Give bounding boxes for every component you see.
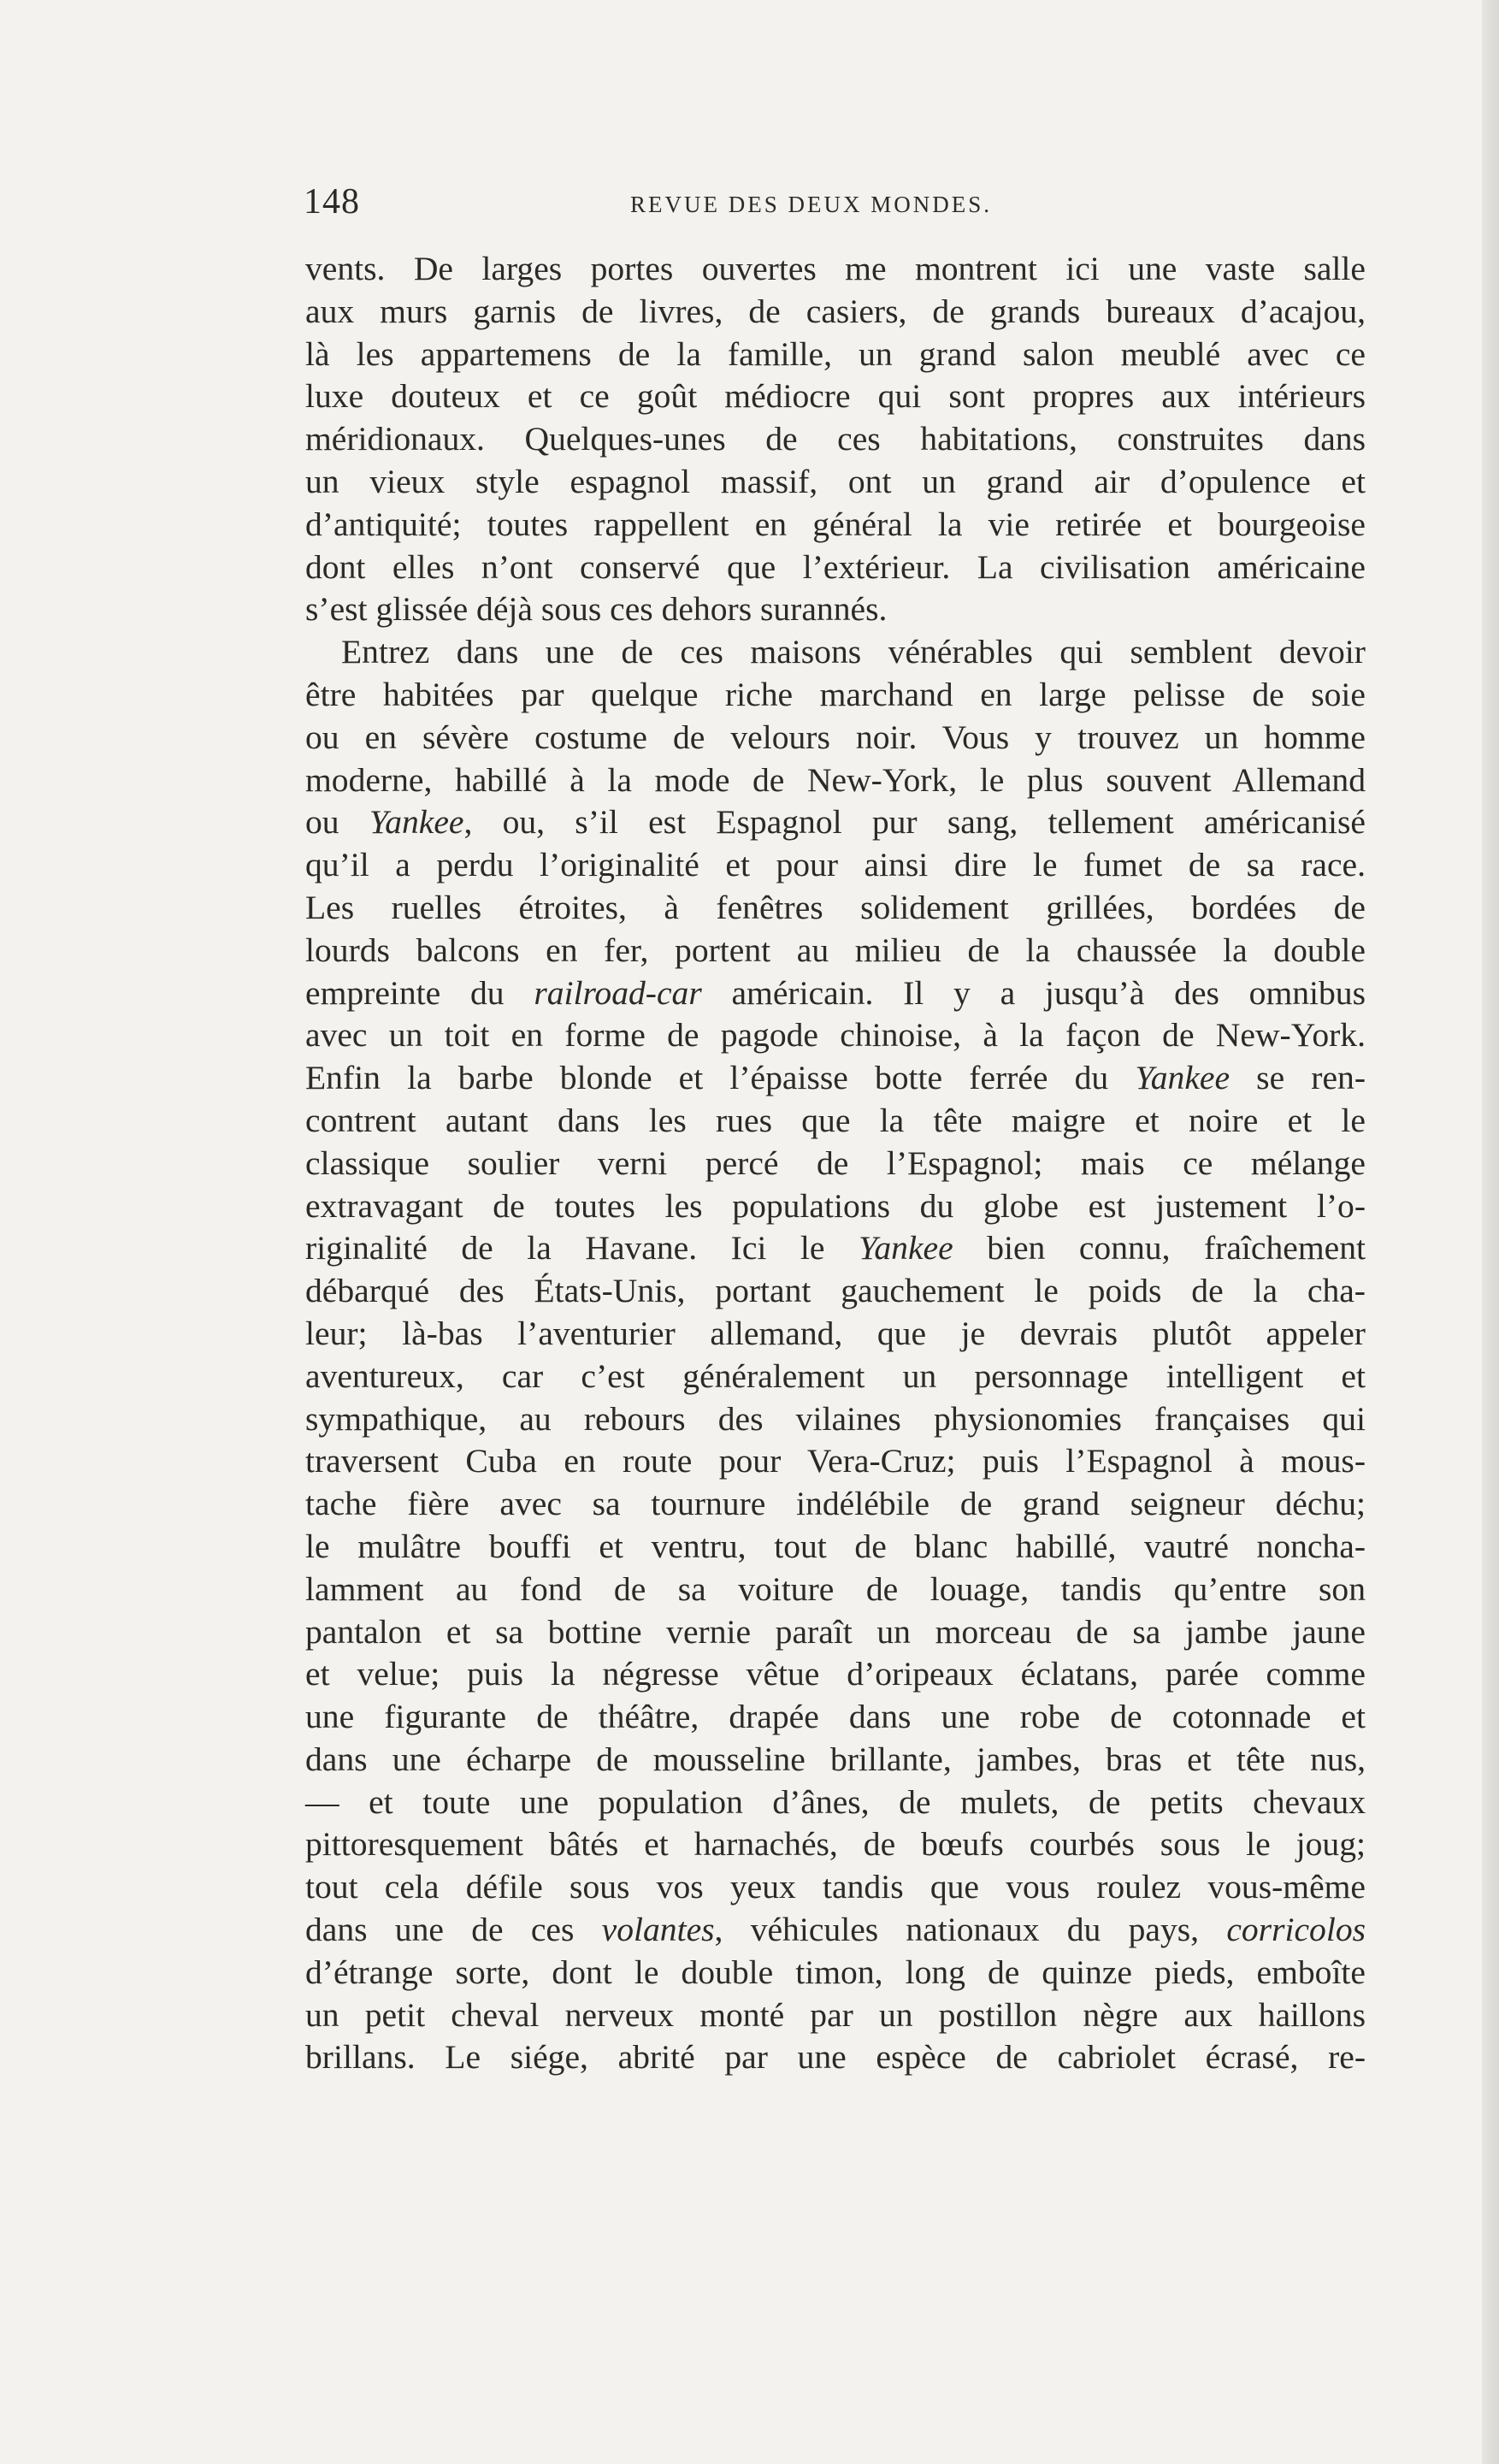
- running-head: REVUE DES DEUX MONDES.: [630, 192, 992, 217]
- text-line: dans une écharpe de mousseline brillante, jambes, bras et tête nus,: [305, 1740, 1366, 1778]
- text-line: dont elles n’ont conservé que l’extérieur. La civilisation américaine: [305, 547, 1366, 586]
- text-line: classique soulier verni percé de l’Espagnol; mais ce mélange: [305, 1143, 1366, 1182]
- text-line: pantalon et sa bottine vernie paraît un morceau de sa jambe jaune: [305, 1612, 1366, 1651]
- text-line: le mulâtre bouffi et ventru, tout de blanc habillé, vautré noncha-: [305, 1527, 1366, 1565]
- text-line: s’est glissée déjà sous ces dehors surannés.: [305, 590, 888, 629]
- text-line: tache fière avec sa tournure indélébile de grand seigneur déchu;: [305, 1485, 1366, 1523]
- text-line: ou en sévère costume de velours noir. Vous y trouvez un homme: [305, 718, 1366, 756]
- text-line: dans une de ces volantes, véhicules nationaux du pays, corricolos: [305, 1911, 1366, 1949]
- text-line: d’étrange sorte, dont le double timon, long de quinze pieds, emboîte: [305, 1953, 1366, 1991]
- text-line: d’antiquité; toutes rappellent en général la vie retirée et bourgeoise: [305, 505, 1366, 543]
- text-line: riginalité de la Havane. Ici le Yankee bien connu, fraîchement: [305, 1229, 1366, 1267]
- text-line: Enfin la barbe blonde et l’épaisse botte ferrée du Yankee se ren-: [305, 1059, 1366, 1097]
- text-line: aventureux, car c’est généralement un personnage intelligent et: [305, 1356, 1366, 1395]
- text-line: débarqué des États-Unis, portant gauchement le poids de la cha-: [305, 1272, 1366, 1310]
- text-line: lamment au fond de sa voiture de louage, tandis qu’entre son: [305, 1569, 1366, 1608]
- text-line: traversent Cuba en route pour Vera-Cruz; puis l’Espagnol à mous-: [305, 1442, 1366, 1480]
- text-line: une figurante de théâtre, drapée dans une robe de cotonnade et: [305, 1698, 1366, 1736]
- text-line: et velue; puis la négresse vêtue d’oripeaux éclatans, parée comme: [305, 1655, 1366, 1693]
- text-line: Les ruelles étroites, à fenêtres solidement grillées, bordées de: [305, 888, 1366, 926]
- text-line: pittoresquement bâtés et harnachés, de bœufs courbés sous le joug;: [305, 1825, 1366, 1864]
- text-line: avec un toit en forme de pagode chinoise, à la façon de New-York.: [305, 1016, 1366, 1055]
- text-line: un vieux style espagnol massif, ont un grand air d’opulence et: [305, 462, 1366, 500]
- text-line: luxe douteux et ce goût médiocre qui sont propres aux intérieurs: [305, 377, 1366, 416]
- text-line: contrent autant dans les rues que la tête maigre et noire et le: [305, 1101, 1366, 1139]
- text-line: un petit cheval nerveux monté par un postillon nègre aux haillons: [305, 1995, 1366, 2034]
- text-line: — et toute une population d’ânes, de mulets, de petits chevaux: [305, 1782, 1366, 1821]
- text-line: vents. De larges portes ouvertes me montrent ici une vaste salle: [305, 250, 1366, 287]
- text-line: ou Yankee, ou, s’il est Espagnol pur sang, tellement américanisé: [305, 803, 1366, 842]
- text-line: empreinte du railroad-car américain. Il y a jusqu’à des omnibus: [305, 973, 1366, 1012]
- body-text: [305, 248, 1366, 2079]
- text-line: moderne, habillé à la mode de New-York, le plus souvent Allemand: [305, 760, 1366, 799]
- text-line: là les appartemens de la famille, un grand salon meublé avec ce: [305, 334, 1366, 373]
- page-edge: [1482, 0, 1499, 2464]
- text-line: extravagant de toutes les populations du globe est justement l’o-: [305, 1186, 1366, 1225]
- text-line: leur; là-bas l’aventurier allemand, que je devrais plutôt appeler: [305, 1314, 1366, 1352]
- text-line: méridionaux. Quelques-unes de ces habitations, construites dans: [305, 420, 1366, 458]
- text-line: Entrez dans une de ces maisons vénérables qui semblent devoir: [341, 633, 1366, 671]
- text-line: tout cela défile sous vos yeux tandis que vous roulez vous-même: [305, 1868, 1366, 1906]
- text-line: brillans. Le siége, abrité par une espèce de cabriolet écrasé, re-: [305, 2038, 1366, 2077]
- page-number: 148: [304, 182, 360, 222]
- text-line: qu’il a perdu l’originalité et pour ainsi dire le fumet de sa race.: [305, 846, 1366, 884]
- text-line: lourds balcons en fer, portent au milieu de la chaussée la double: [305, 931, 1366, 969]
- page-header: [304, 181, 1364, 233]
- text-line: sympathique, au rebours des vilaines physionomies françaises qui: [305, 1399, 1366, 1438]
- text-line: être habitées par quelque riche marchand en large pelisse de soie: [305, 675, 1366, 713]
- text-line: aux murs garnis de livres, de casiers, de grands bureaux d’acajou,: [305, 292, 1366, 330]
